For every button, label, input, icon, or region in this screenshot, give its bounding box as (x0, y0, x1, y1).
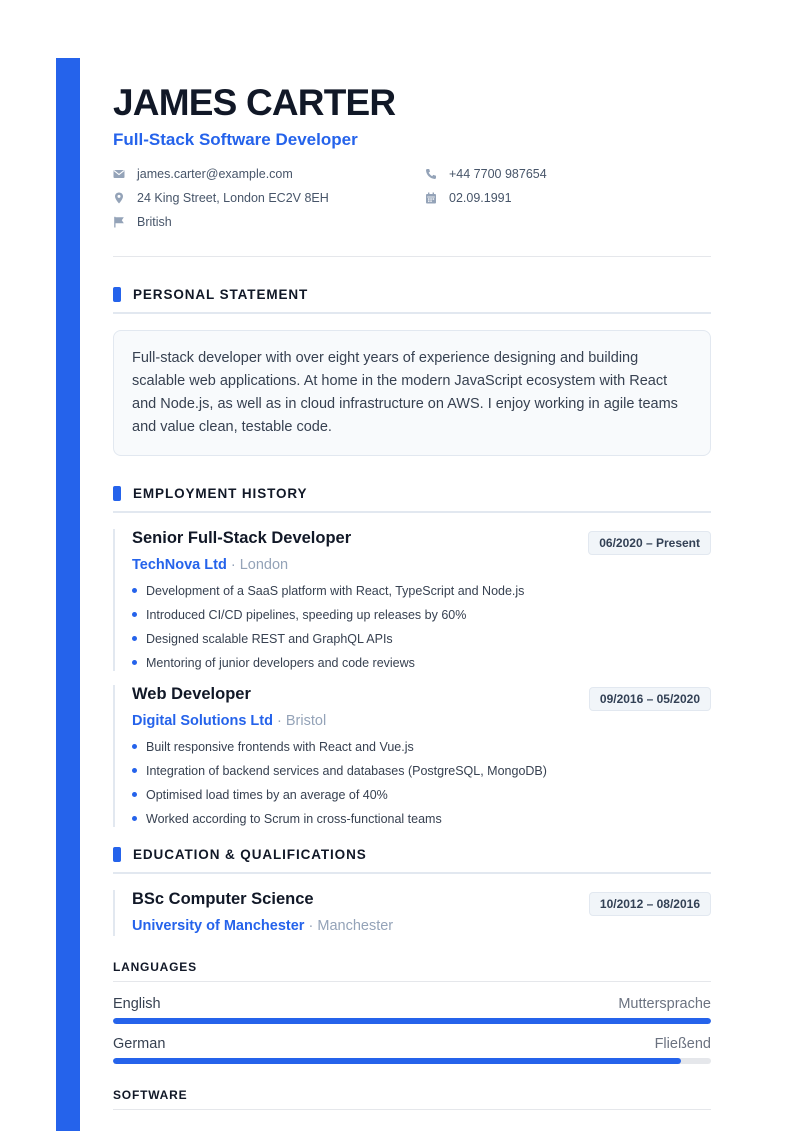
languages-heading: LANGUAGES (113, 960, 711, 982)
resume-page (113, 82, 711, 1110)
list-item: Integration of backend services and databases (PostgreSQL, MongoDB) (132, 763, 711, 779)
envelope-icon (113, 168, 125, 180)
list-item: Worked according to Scrum in cross-functional teams (132, 811, 711, 827)
separator-dot: · (230, 557, 236, 573)
section-heading-statement (113, 287, 711, 314)
contact-address (113, 190, 329, 206)
proficiency-fill (113, 1018, 711, 1024)
email-text: james.carter@example.com (137, 167, 293, 181)
job-bullet-list (132, 739, 711, 827)
flag-icon (113, 216, 125, 228)
contact-email[interactable] (113, 166, 293, 182)
company-name: Digital Solutions Ltd (132, 713, 273, 729)
date-badge: 09/2016 – 05/2020 (589, 687, 711, 711)
job-title: Web Developer (132, 685, 251, 703)
language-level: Muttersprache (618, 996, 711, 1012)
contact-details (113, 166, 711, 238)
date-badge: 10/2012 – 08/2016 (589, 892, 711, 916)
contact-nationality (113, 214, 172, 230)
list-item: Optimised load times by an average of 40% (132, 787, 711, 803)
list-item: Development of a SaaS platform with React, TypeScript and Node.js (132, 583, 711, 599)
list-item: Built responsive frontends with React and Vue.js (132, 739, 711, 755)
address-text: 24 King Street, London EC2V 8EH (137, 191, 329, 205)
phone-icon (425, 168, 437, 180)
section-title: EMPLOYMENT HISTORY (133, 486, 308, 501)
school-name: University of Manchester (132, 918, 305, 934)
candidate-role: Full-Stack Software Developer (113, 130, 358, 149)
proficiency-fill (113, 1058, 681, 1064)
phone-text: +44 7700 987654 (449, 167, 547, 181)
map-pin-icon (113, 192, 125, 204)
header-divider (113, 256, 711, 257)
list-item: Mentoring of junior developers and code reviews (132, 655, 711, 671)
job-company (132, 713, 711, 729)
contact-birthdate (425, 190, 512, 206)
education-school (132, 918, 711, 934)
section-title: EDUCATION & QUALIFICATIONS (133, 847, 367, 862)
proficiency-bar (113, 1018, 711, 1024)
language-level: Fließend (654, 1036, 711, 1052)
section-marker (113, 847, 121, 862)
software-heading: SOFTWARE (113, 1088, 711, 1110)
calendar-icon (425, 192, 437, 204)
personal-statement-text: Full-stack developer with over eight years of experience designing and building scalable web applications. At home in the modern JavaScript ecosystem with React and Node.js, as well as in cloud infrastructure on AWS. I enjoy working in agile teams and value clean, testable code. (113, 330, 711, 456)
school-city: Manchester (317, 918, 394, 934)
language-name: German (113, 1036, 166, 1052)
accent-sidebar-bar (56, 58, 80, 1131)
job-company (132, 557, 711, 573)
section-heading-employment (113, 486, 711, 513)
language-name: English (113, 996, 161, 1012)
date-badge: 06/2020 – Present (588, 531, 711, 555)
degree-title: BSc Computer Science (132, 890, 314, 908)
language-item (113, 996, 711, 1024)
candidate-name: JAMES CARTER (113, 82, 396, 123)
section-heading-education (113, 847, 711, 874)
education-entry (113, 890, 711, 936)
contact-phone[interactable] (425, 166, 547, 182)
proficiency-bar (113, 1058, 711, 1064)
separator-dot: · (308, 918, 314, 934)
company-name: TechNova Ltd (132, 557, 227, 573)
nationality-text: British (137, 215, 172, 229)
list-item: Introduced CI/CD pipelines, speeding up releases by 60% (132, 607, 711, 623)
job-entry (113, 529, 711, 671)
section-marker (113, 287, 121, 302)
separator-dot: · (277, 713, 282, 729)
job-title: Senior Full-Stack Developer (132, 529, 352, 547)
language-item (113, 1036, 711, 1064)
job-entry (113, 685, 711, 827)
company-city: London (239, 557, 289, 573)
list-item: Designed scalable REST and GraphQL APIs (132, 631, 711, 647)
company-city: Bristol (285, 713, 327, 729)
job-bullet-list (132, 583, 711, 671)
section-title: PERSONAL STATEMENT (133, 287, 309, 302)
birthdate-text: 02.09.1991 (449, 191, 512, 205)
section-marker (113, 486, 121, 501)
